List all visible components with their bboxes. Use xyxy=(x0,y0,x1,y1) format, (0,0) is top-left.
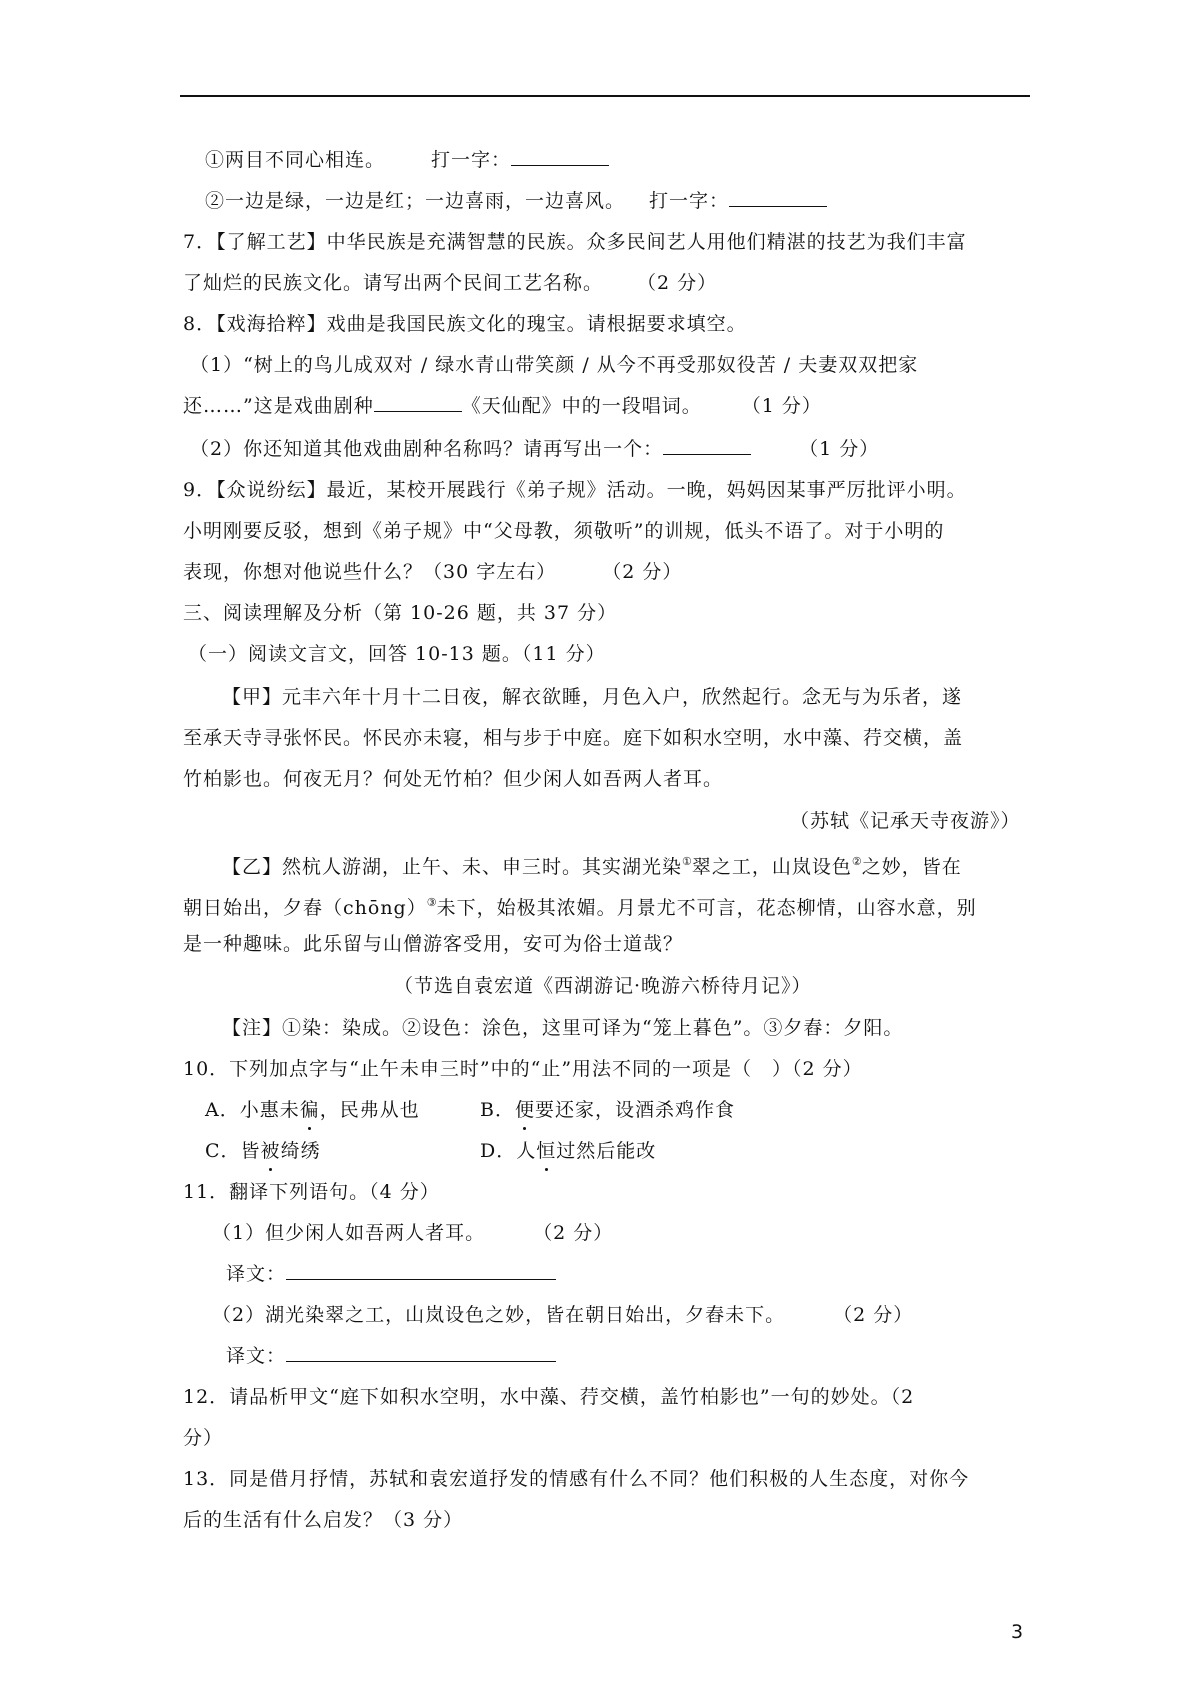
q10-option-d[interactable]: D．人恒过然后能改 xyxy=(480,1140,657,1162)
annotation-notes: 【注】①染：染成。②设色：涂色，这里可译为“笼上暮色”。③夕舂：夕阳。 xyxy=(222,1017,904,1039)
q7-line2: 了灿烂的民族文化。请写出两个民间工艺名称。 （2 分） xyxy=(183,272,718,294)
q11-part2-answer: 译文： xyxy=(226,1343,556,1369)
q10-option-c[interactable]: C．皆被绮绣 xyxy=(205,1140,321,1162)
riddle-1: ①两目不同心相连。 打一字： xyxy=(205,147,609,173)
q11-part2: （2）湖光染翠之工，山岚设色之妙，皆在朝日始出，夕舂未下。 （2 分） xyxy=(212,1304,914,1326)
q11-part2-answer-blank[interactable] xyxy=(286,1343,556,1362)
emphasis-dot-char: 徧 xyxy=(299,1099,320,1121)
riddle-1-answer-blank[interactable] xyxy=(511,147,609,166)
header-rule xyxy=(180,95,1030,97)
passage-a-source: （苏轼《记承天寺夜游》） xyxy=(790,810,1021,832)
emphasis-dot-char: 被 xyxy=(260,1140,281,1162)
passage-a-line1: 【甲】元丰六年十月十二日夜，解衣欲睡，月色入户，欣然起行。念无与为乐者，遂 xyxy=(222,686,963,708)
passage-b-line3: 是一种趣味。此乐留与山僧游客受用，安可为俗士道哉？ xyxy=(183,933,684,955)
page-number: 3 xyxy=(1011,1621,1024,1643)
q11-part1-answer: 译文： xyxy=(226,1261,556,1287)
section-3-subheading: （一）阅读文言文，回答 10-13 题。（11 分） xyxy=(188,643,606,665)
emphasis-dot-char: 恒 xyxy=(536,1140,557,1162)
riddle-2-answer-blank[interactable] xyxy=(729,188,827,207)
q11-stem: 11．翻译下列语句。（4 分） xyxy=(183,1181,440,1203)
footnote-1-marker: ① xyxy=(682,855,692,868)
q8-part2-score: （1 分） xyxy=(799,438,880,460)
q13-line1: 13．同是借月抒情，苏轼和袁宏道抒发的情感有什么不同？他们积极的人生态度，对你今 xyxy=(183,1468,970,1490)
q13-line2: 后的生活有什么启发？（3 分） xyxy=(183,1509,464,1531)
q8-other-opera-blank[interactable] xyxy=(663,436,751,455)
q8-opera-blank[interactable] xyxy=(374,393,462,412)
q12-line1: 12．请品析甲文“庭下如积水空明，水中藻、荇交横，盖竹柏影也”一句的妙处。（2 xyxy=(183,1386,915,1408)
passage-a-line3: 竹柏影也。何夜无月？何处无竹柏？但少闲人如吾两人者耳。 xyxy=(183,768,724,790)
q9-line3: 表现，你想对他说些什么？（30 字左右） （2 分） xyxy=(183,561,683,583)
footnote-3-marker: ③ xyxy=(426,896,437,909)
riddle-2: ②一边是绿，一边是红；一边喜雨，一边喜风。 打一字： xyxy=(205,188,827,214)
q9-line1: 9．【众说纷纭】最近，某校开展践行《弟子规》活动。一晚，妈妈因某事严厉批评小明。 xyxy=(183,479,967,501)
q7-line1: 7．【了解工艺】中华民族是充满智慧的民族。众多民间艺人用他们精湛的技艺为我们丰富 xyxy=(183,231,967,253)
q11-part2-score: （2 分） xyxy=(833,1304,914,1326)
emphasis-dot-char: 便 xyxy=(514,1099,535,1121)
passage-a-line2: 至承天寺寻张怀民。怀民亦未寝，相与步于中庭。庭下如积水空明，水中藻、荇交横，盖 xyxy=(183,727,964,749)
q8-part2: （2）你还知道其他戏曲剧种名称吗？请再写出一个： （1 分） xyxy=(190,438,880,460)
q8-title: 8．【戏海拾粹】戏曲是我国民族文化的瑰宝。请根据要求填空。 xyxy=(183,313,747,335)
q12-line2: 分） xyxy=(183,1427,224,1449)
q8-part1-score: （1 分） xyxy=(741,395,822,417)
q9-score: （2 分） xyxy=(602,561,683,583)
passage-b-source: （节选自袁宏道《西湖游记·晚游六桥待月记》） xyxy=(394,975,812,997)
q8-part1-line1: （1）“树上的鸟儿成双对 / 绿水青山带笑颜 / 从今不再受那奴役苦 / 夫妻双双把家 xyxy=(190,354,919,376)
section-3-heading: 三、阅读理解及分析（第 10-26 题，共 37 分） xyxy=(183,602,618,624)
passage-b-line1: 【乙】然杭人游湖，止午、未、申三时。其实湖光染①翠之工，山岚设色②之妙，皆在 xyxy=(222,855,962,878)
footnote-2-marker: ② xyxy=(851,855,862,868)
q10-option-b[interactable]: B．便要还家，设酒杀鸡作食 xyxy=(480,1099,735,1121)
q8-part1-line2: 还……”这是戏曲剧种 《天仙配》中的一段唱词。 （1 分） xyxy=(183,395,822,417)
passage-b-line2: 朝日始出，夕舂（chōng）③未下，始极其浓媚。月景尤不可言，花态柳情，山容水意，别 xyxy=(183,896,977,919)
q10-stem: 10．下列加点字与“止午未申三时”中的“止”用法不同的一项是（ ）（2 分） xyxy=(183,1058,863,1080)
q9-line2: 小明刚要反驳，想到《弟子规》中“父母教，须敬听”的训规，低头不语了。对于小明的 xyxy=(183,520,945,542)
q11-part1: （1）但少闲人如吾两人者耳。 （2 分） xyxy=(212,1222,614,1244)
q7-score: （2 分） xyxy=(637,272,718,294)
q11-part1-answer-blank[interactable] xyxy=(286,1261,556,1280)
q10-option-a[interactable]: A．小惠未徧，民弗从也 xyxy=(205,1099,420,1121)
q11-part1-score: （2 分） xyxy=(533,1222,614,1244)
